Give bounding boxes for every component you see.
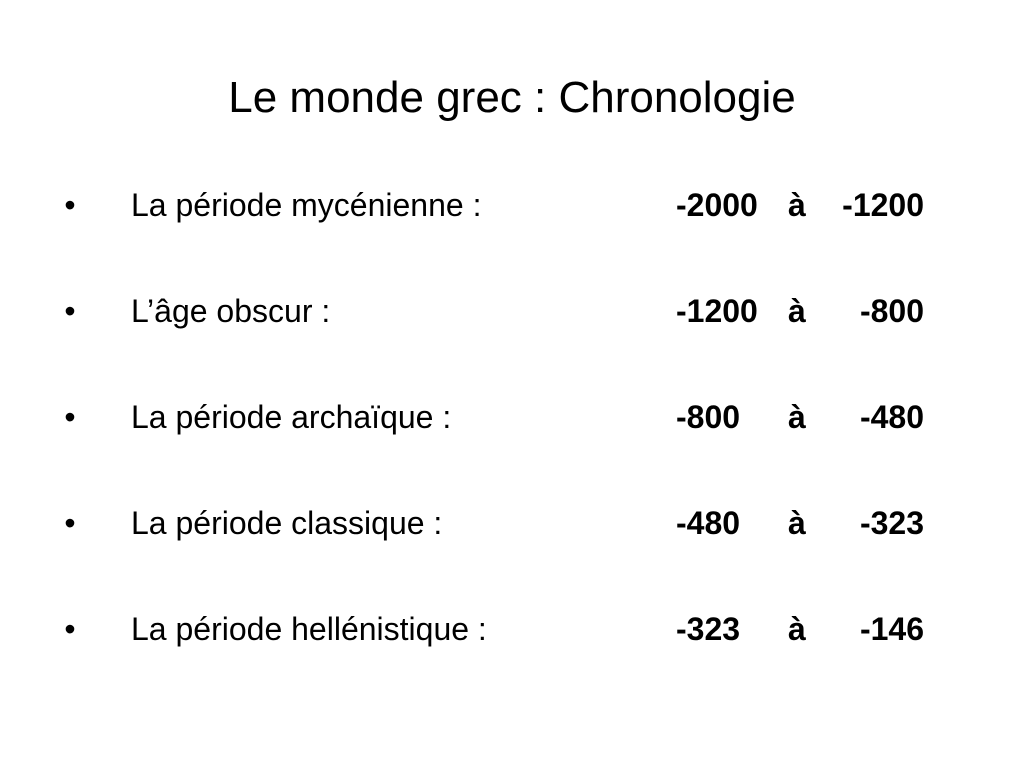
list-item [0, 392, 1024, 498]
chronology-list [0, 180, 1024, 710]
period-end: -146 [859, 611, 924, 647]
bullet-icon: • [64, 293, 76, 329]
period-start: -800 [676, 399, 741, 435]
period-label: L’âge obscur : [131, 293, 331, 329]
period-separator: à [788, 611, 806, 647]
list-item [0, 498, 1024, 604]
period-start: -480 [676, 505, 741, 541]
period-start: -1200 [676, 293, 758, 329]
period-label: La période archaïque : [131, 399, 452, 435]
slide-title: Le monde grec : Chronologie [228, 73, 796, 122]
period-start: -2000 [676, 187, 758, 223]
period-separator: à [788, 399, 806, 435]
period-separator: à [788, 505, 806, 541]
period-end: -800 [859, 293, 924, 329]
bullet-icon: • [64, 399, 76, 435]
list-item [0, 180, 1024, 286]
period-separator: à [788, 293, 806, 329]
period-separator: à [788, 187, 806, 223]
bullet-icon: • [64, 187, 76, 223]
period-label: La période hellénistique : [131, 611, 487, 647]
period-end: -480 [859, 399, 924, 435]
list-item [0, 604, 1024, 710]
bullet-icon: • [64, 505, 76, 541]
list-item [0, 286, 1024, 392]
period-start: -323 [676, 611, 741, 647]
bullet-icon: • [64, 611, 76, 647]
period-end: -1200 [842, 187, 924, 223]
period-end: -323 [859, 505, 924, 541]
period-label: La période mycénienne : [131, 187, 482, 223]
period-label: La période classique : [131, 505, 443, 541]
